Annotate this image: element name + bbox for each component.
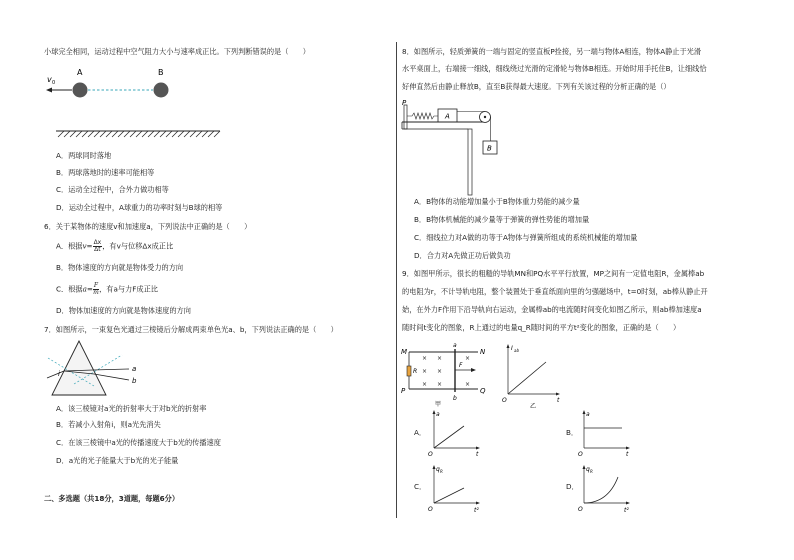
q9-line-3: 始，在外力F作用下沿导轨向右运动，金属棒ab的电流随时间变化如图乙所示，则ab棒加速度a — [402, 305, 702, 314]
q9-graph-c — [428, 463, 488, 515]
graph-d-ylabel: q — [586, 466, 590, 473]
graph-c-ylabel: q — [436, 466, 440, 473]
q6-a-denominator: Δt — [94, 246, 101, 253]
rail-n-label: N — [480, 348, 486, 356]
q8-option-c: C．细线拉力对A做的功等于A物体与弹簧所组成的系统机械能的增加量 — [414, 233, 638, 242]
q8-option-b: B．B物体机械能的减少量等于弹簧的弹性势能的增加量 — [414, 215, 590, 224]
q6-a-prefix: A．根据 — [56, 241, 83, 251]
svg-text:×: × — [437, 355, 443, 362]
block-b-label: B — [487, 144, 492, 153]
yi-current-line — [508, 362, 546, 394]
resistor-r — [407, 366, 411, 376]
ray-b-label: b — [132, 377, 137, 385]
exit-ray-b — [94, 374, 129, 380]
q9-option-c-label: C． — [414, 482, 427, 491]
column-divider — [396, 42, 397, 518]
q6-c-suffix: ，有a与力F成正比 — [99, 284, 158, 294]
magnetic-field-crosses — [422, 355, 470, 388]
graph-a-line — [434, 426, 464, 448]
q8-line-1: 8．如图所示，轻质弹簧的一端与固定的竖直板P拴接，另一端与物体A相连，物体A静止于光滑 — [402, 47, 702, 56]
ball-a-label: A — [77, 68, 83, 77]
v0-label: v — [47, 75, 52, 84]
graph-b-xlabel: t — [626, 451, 629, 458]
svg-text:×: × — [465, 381, 471, 388]
spring-pulley-figure — [398, 97, 508, 197]
two-balls-figure — [40, 60, 230, 145]
q8-option-a: A．B物体的动能增加量小于B物体重力势能的减少量 — [414, 197, 580, 206]
svg-text:×: × — [437, 381, 443, 388]
q9-option-d-label: D． — [566, 482, 579, 491]
ball-a — [73, 83, 88, 98]
ground-hatching — [58, 131, 220, 137]
pulley-axle — [484, 116, 486, 118]
q6-stem: 6．关于某物体的速度v和加速度a，下列说法中正确的是（ ） — [44, 222, 252, 231]
q8-line-2: 水平桌面上，右端接一细线，细线绕过光滑的定滑轮与物体B相连。开始时用手托住B，让细线恰 — [402, 64, 707, 73]
q9-graph-b — [578, 408, 638, 460]
force-f-label: F — [459, 362, 463, 369]
graph-a-xlabel: t — [476, 451, 479, 458]
ball-b — [154, 83, 169, 98]
rod-b-label: b — [453, 395, 457, 402]
svg-text:×: × — [437, 368, 443, 375]
q9-graph-a — [428, 408, 488, 460]
q9-line-1: 9．如图甲所示，很长的粗糙的导轨MN和PQ水平平行放置，MP之间有一定值电阻R，金属棒ab — [402, 269, 705, 278]
q6-a-suffix: ，有v与位移Δx成正比 — [102, 241, 174, 251]
v0-arrowhead — [46, 88, 52, 93]
q9-line-2: 的电阻为r，不计导轨电阻，整个装置处于垂直纸面向里的匀强磁场中，t=0时刻，ab棒从静止开 — [402, 287, 708, 296]
ball-b-label: B — [158, 68, 164, 77]
graph-b-ylabel: a — [586, 411, 590, 418]
svg-text:×: × — [465, 355, 471, 362]
figure-jia-caption: 甲 — [435, 401, 442, 408]
current-graph-yi — [500, 340, 570, 410]
q6-a-numerator: Δx — [93, 239, 102, 246]
graph-d-ysub: R — [590, 469, 593, 474]
graph-d-xlabel: t² — [624, 507, 629, 514]
q6-c-denominator: m — [93, 289, 99, 296]
yi-xlabel: t — [557, 397, 560, 404]
q8-line-3: 好伸直然后由静止释放B，直至B获得最大速度。下列有关该过程的分析正确的是（） — [402, 82, 671, 91]
prism — [52, 341, 106, 395]
v0-subscript: 0 — [52, 80, 56, 86]
graph-c-origin: O — [428, 506, 433, 513]
section-multi-choice-heading: 二、多选题（共18分，3道题，每题6分） — [44, 494, 180, 503]
svg-text:×: × — [422, 368, 428, 375]
q7-stem: 7．如图所示，一束复色光通过三棱镜后分解成两束单色光a、b，下列说法正确的是（ ） — [44, 325, 338, 334]
rail-q-label: Q — [480, 387, 486, 395]
q9-option-a-label: A． — [414, 428, 427, 437]
graph-c-line — [434, 488, 464, 503]
table-leg — [468, 129, 472, 195]
graph-c-ysub: R — [440, 469, 443, 474]
q7-option-b: B．若减小入射角i，则a光先消失 — [56, 420, 161, 429]
prism-figure — [44, 338, 164, 400]
rails-figure-jia — [400, 340, 495, 408]
block-a-label: A — [445, 112, 450, 121]
rail-m-label: M — [401, 348, 408, 356]
q7-option-a: A．该三棱镜对a光的折射率大于对b光的折射率 — [56, 404, 207, 413]
graph-d-origin: O — [578, 506, 583, 513]
yi-origin: O — [502, 397, 507, 404]
force-arrowhead — [471, 368, 476, 372]
q7-option-c: C．在该三棱镜中a光的传播速度大于b光的传播速度 — [56, 438, 221, 447]
graph-a-ylabel: a — [436, 411, 440, 418]
q5-option-b: B．两球落地时的速率可能相等 — [56, 168, 155, 177]
q6-option-a: A．根据v= $\frac{\Delta x}{\Delta t}$ ，有v与位移Δx成正比 — [56, 239, 174, 253]
q6-c-prefix: C．根据 — [56, 284, 83, 294]
svg-text:×: × — [422, 381, 428, 388]
ray-a-label: a — [132, 365, 137, 373]
incident-angle-label: i — [58, 370, 60, 378]
graph-b-origin: O — [578, 451, 583, 458]
graph-a-origin: O — [428, 451, 433, 458]
q5-intro-text: 小球完全相同，运动过程中空气阻力大小与速率成正比。下列判断错误的是（ ） — [44, 47, 310, 56]
q9-graph-d — [578, 463, 638, 515]
q9-option-b-label: B． — [566, 428, 579, 437]
q6-option-c: C．根据a= $\frac{F}{m}$ ，有a与力F成正比 — [56, 282, 158, 296]
graph-d-curve — [584, 477, 618, 503]
spring — [407, 113, 438, 119]
fixed-plate-p — [404, 105, 407, 129]
q6-option-b: B．物体速度的方向就是物体受力的方向 — [56, 263, 184, 272]
q8-option-d: D．合力对A先做正功后做负功 — [414, 251, 511, 260]
q6-c-var: a — [82, 284, 87, 294]
resistor-r-label: R — [413, 368, 418, 375]
q5-option-d: D．运动全过程中，A球重力的功率时刻与B球的相等 — [56, 203, 223, 212]
graph-c-xlabel: t² — [474, 507, 479, 514]
plate-p-label: P — [402, 99, 407, 107]
rail-p-label: P — [401, 387, 406, 395]
q9-line-4: 随时间t变化的图象，R上通过的电量q_R随时间的平方t²变化的图象，正确的是（ ） — [402, 323, 681, 332]
q6-a-var: v — [82, 241, 87, 251]
q6-a-fraction — [93, 240, 103, 253]
q6-option-d: D．物体加速度的方向就是物体速度的方向 — [56, 306, 191, 315]
svg-text:×: × — [422, 355, 428, 362]
q7-option-d: D．a光的光子能量大于b光的光子能量 — [56, 456, 179, 465]
yi-ylabel: I — [511, 345, 513, 352]
q6-c-numerator: F — [93, 282, 99, 289]
q5-option-c: C．运动全过程中，合外力做功相等 — [56, 185, 169, 194]
yi-ysub: ab — [514, 348, 519, 353]
figure-yi-caption: 乙 — [530, 403, 537, 410]
rod-a-label: a — [453, 342, 457, 349]
q5-option-a: A．两球同时落地 — [56, 151, 112, 160]
